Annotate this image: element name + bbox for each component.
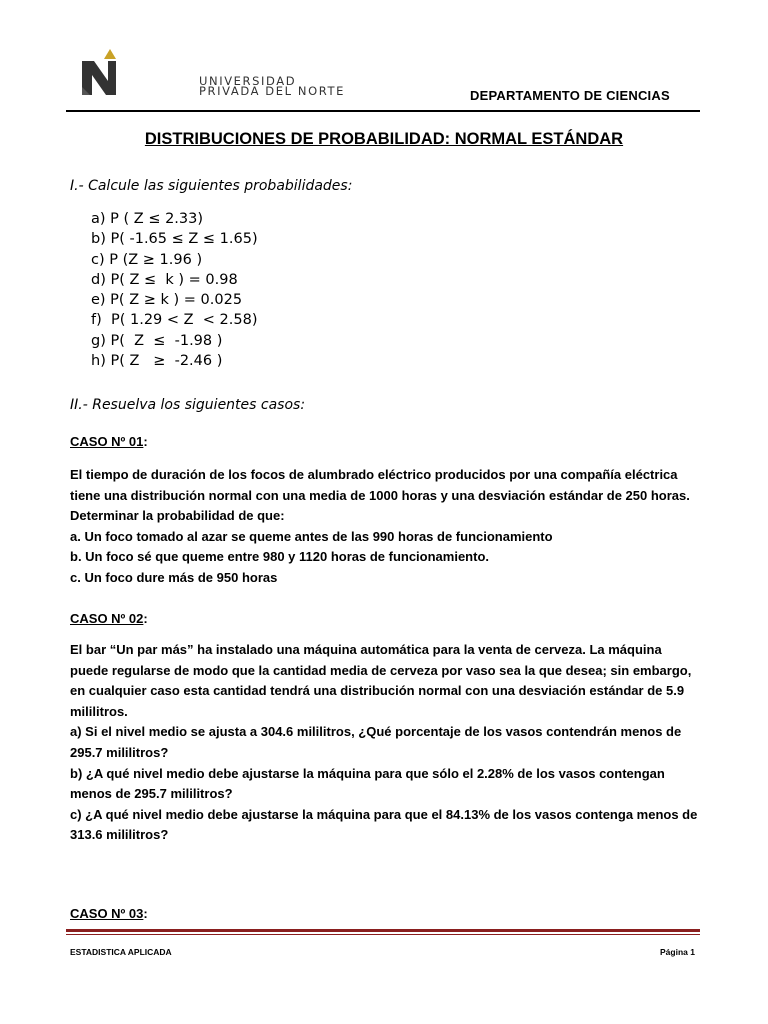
paragraph-line: tiene una distribución normal con una media de 1000 horas y una desviación estándar de 250 horas. <box>70 487 690 503</box>
logo-emblem-icon <box>80 47 120 99</box>
logo-line-1: UNIVERSIDAD <box>199 74 297 88</box>
paragraph-line: b) ¿A qué nivel medio debe ajustarse la máquina para que sólo el 2.28% de los vasos contengan <box>70 765 665 781</box>
list-item: e) P( Z ≥ k ) = 0.025 <box>91 292 243 309</box>
paragraph-line: en cualquier caso esta cantidad tendrá una distribución normal con una desviación estándar de 5.9 <box>70 683 685 699</box>
case-2-title-suffix: : <box>143 611 148 626</box>
section-1-heading: I.- Calcule las siguientes probabilidades: <box>70 178 353 194</box>
paragraph-line: b. Un foco sé que queme entre 980 y 1120 horas de funcionamiento. <box>70 549 490 565</box>
header-divider <box>66 110 700 112</box>
case-2-title-text: CASO Nº 02 <box>70 611 144 626</box>
paragraph-line: 313.6 mililitros? <box>70 827 169 843</box>
logo-line-2: PRIVADA DEL NORTE <box>199 84 345 98</box>
footer-divider <box>66 929 700 932</box>
paragraph-line: c) ¿A qué nivel medio debe ajustarse la máquina para que el 84.13% de los vasos contenga menos de <box>70 806 698 822</box>
list-item: d) P( Z ≤ k ) = 0.98 <box>91 271 238 288</box>
footer-course-name: ESTADISTICA APLICADA <box>70 947 172 957</box>
case-1-body <box>70 465 698 589</box>
case-2-title <box>70 611 148 626</box>
list-item: b) P( -1.65 ≤ Z ≤ 1.65) <box>91 231 258 248</box>
department-label: DEPARTAMENTO DE CIENCIAS <box>470 88 670 103</box>
page-title: DISTRIBUCIONES DE PROBABILIDAD: NORMAL ESTÁNDAR <box>144 130 624 148</box>
case-1-title <box>70 434 148 449</box>
list-item: c) P (Z ≥ 1.96 ) <box>91 251 203 268</box>
list-item: g) P( Z ≤ -1.98 ) <box>91 332 223 349</box>
probability-list <box>91 209 258 371</box>
list-item: f) P( 1.29 < Z < 2.58) <box>91 312 258 329</box>
paragraph-line: c. Un foco dure más de 950 horas <box>70 569 278 585</box>
paragraph-line: Determinar la probabilidad de que: <box>70 508 285 524</box>
case-2-body <box>70 640 698 846</box>
case-3-title <box>70 906 148 921</box>
paragraph-line: El tiempo de duración de los focos de alumbrado eléctrico producidos por una compañía eléctrica <box>70 467 678 482</box>
paragraph-line: a) Si el nivel medio se ajusta a 304.6 mililitros, ¿Qué porcentaje de los vasos contendrán menos de <box>70 724 682 740</box>
case-3-title-suffix: : <box>143 906 148 921</box>
university-logo <box>80 47 345 99</box>
list-item: a) P ( Z ≤ 2.33) <box>91 211 204 227</box>
case-3-title-text: CASO Nº 03 <box>70 906 144 921</box>
paragraph-line: mililitros. <box>70 703 128 719</box>
footer-divider-thin <box>66 934 700 935</box>
paragraph-line: El bar “Un par más” ha instalado una máquina automática para la venta de cerveza. La máquina <box>70 642 662 657</box>
paragraph-line: puede regularse de modo que la cantidad media de cerveza por vaso sea la que desea; sin embargo, <box>70 662 692 678</box>
list-item: h) P( Z ≥ -2.46 ) <box>91 353 223 370</box>
section-2-heading: II.- Resuelva los siguientes casos: <box>70 397 306 413</box>
paragraph-line: a. Un foco tomado al azar se queme antes de las 990 horas de funcionamiento <box>70 528 553 544</box>
case-1-title-suffix: : <box>143 434 148 449</box>
paragraph-line: menos de 295.7 mililitros? <box>70 786 233 802</box>
paragraph-line: 295.7 mililitros? <box>70 744 169 760</box>
case-1-title-text: CASO Nº 01 <box>70 434 144 449</box>
page-number: Página 1 <box>660 947 695 957</box>
